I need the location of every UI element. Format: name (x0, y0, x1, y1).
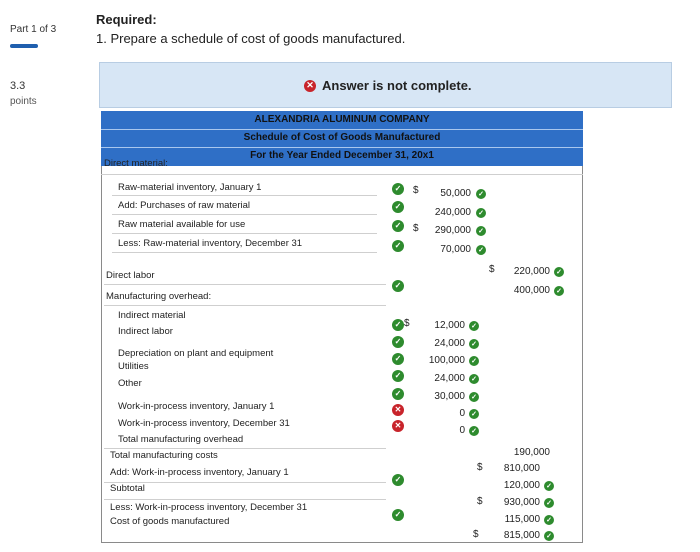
incorrect-x-icon: ✕ (392, 404, 404, 416)
correct-check-icon: ✓ (469, 409, 479, 419)
dollar-sign: $ (413, 185, 419, 196)
score-value: 3.3 (10, 80, 26, 92)
dollar-sign: $ (489, 264, 495, 275)
correct-check-icon: ✓ (392, 220, 404, 232)
correct-check-icon: ✓ (476, 208, 486, 218)
correct-check-icon: ✓ (392, 474, 404, 486)
correct-check-icon: ✓ (392, 336, 404, 348)
subtotal-label[interactable]: Subtotal (110, 483, 145, 494)
indirect-labor-value[interactable]: 24,000 (434, 338, 465, 349)
incorrect-x-icon: ✕ (392, 420, 404, 432)
purchases-value[interactable]: 240,000 (434, 207, 471, 218)
total-manufacturing-costs-label[interactable]: Total manufacturing costs (110, 450, 218, 461)
depreciation-label[interactable]: Depreciation on plant and equipment (118, 348, 274, 359)
correct-check-icon: ✓ (476, 189, 486, 199)
total-manufacturing-costs-value[interactable]: 190,000 (513, 447, 550, 458)
correct-check-icon: ✓ (544, 515, 554, 525)
required-heading: Required: (96, 12, 157, 27)
add-wip-value[interactable]: 120,000 (503, 480, 540, 491)
requirement-instruction: 1. Prepare a schedule of cost of goods manufactured. (96, 31, 406, 46)
correct-check-icon: ✓ (469, 339, 479, 349)
correct-check-icon: ✓ (554, 286, 564, 296)
indirect-labor-label[interactable]: Indirect labor (118, 326, 173, 337)
dollar-sign: $ (404, 318, 410, 329)
indirect-material-label[interactable]: Indirect material (118, 310, 186, 321)
wip-ending-overhead-label[interactable]: Work-in-process inventory, December 31 (118, 418, 290, 429)
correct-check-icon: ✓ (544, 498, 554, 508)
direct-material-total-value[interactable]: 220,000 (513, 266, 550, 277)
direct-material-heading: Direct material: (104, 158, 168, 169)
total-overhead-label[interactable]: Total manufacturing overhead (118, 434, 244, 445)
correct-check-icon: ✓ (469, 374, 479, 384)
other-label[interactable]: Other (118, 378, 142, 389)
correct-check-icon: ✓ (469, 356, 479, 366)
correct-check-icon: ✓ (544, 481, 554, 491)
answer-status-banner (99, 62, 672, 108)
correct-check-icon: ✓ (469, 392, 479, 402)
indirect-material-value[interactable]: 12,000 (434, 320, 465, 331)
wip-beginning-overhead-value[interactable]: 0 (459, 408, 465, 419)
correct-check-icon: ✓ (469, 426, 479, 436)
overhead-heading: Manufacturing overhead: (106, 291, 212, 302)
correct-check-icon: ✓ (554, 267, 564, 277)
schedule-header (101, 111, 583, 166)
correct-check-icon: ✓ (392, 509, 404, 521)
raw-material-ending-value[interactable]: 70,000 (440, 244, 471, 255)
add-wip-label[interactable]: Add: Work-in-process inventory, January 1 (110, 467, 289, 478)
dollar-sign: $ (477, 496, 483, 507)
correct-check-icon: ✓ (392, 201, 404, 213)
x-circle-icon: ✕ (304, 80, 316, 92)
purchases-label[interactable]: Add: Purchases of raw material (118, 200, 251, 211)
less-wip-label[interactable]: Less: Work-in-process inventory, December 31 (110, 502, 308, 513)
correct-check-icon: ✓ (544, 531, 554, 541)
correct-check-icon: ✓ (392, 388, 404, 400)
correct-check-icon: ✓ (476, 226, 486, 236)
correct-check-icon: ✓ (392, 319, 404, 331)
raw-material-beginning-label[interactable]: Raw-material inventory, January 1 (118, 182, 262, 193)
company-name: ALEXANDRIA ALUMINUM COMPANY (254, 114, 430, 125)
add-wip-total-value[interactable]: 810,000 (503, 463, 540, 474)
correct-check-icon: ✓ (469, 321, 479, 331)
correct-check-icon: ✓ (392, 353, 404, 365)
subtotal-value[interactable]: 930,000 (503, 497, 540, 508)
score-points-label: points (10, 96, 37, 107)
available-label[interactable]: Raw material available for use (118, 219, 246, 230)
part-progress-bar (10, 44, 38, 48)
dollar-sign: $ (473, 529, 479, 540)
raw-material-beginning-value[interactable]: 50,000 (440, 188, 471, 199)
wip-beginning-overhead-label[interactable]: Work-in-process inventory, January 1 (118, 401, 275, 412)
available-value[interactable]: 290,000 (434, 225, 471, 236)
answer-status-text: Answer is not complete. (322, 78, 472, 93)
utilities-label[interactable]: Utilities (118, 361, 149, 372)
wip-ending-overhead-value[interactable]: 0 (459, 425, 465, 436)
depreciation-value[interactable]: 100,000 (428, 355, 465, 366)
utilities-value[interactable]: 24,000 (434, 373, 465, 384)
direct-labor-label[interactable]: Direct labor (106, 270, 155, 281)
cogm-label[interactable]: Cost of goods manufactured (110, 516, 230, 527)
less-wip-value[interactable]: 115,000 (504, 514, 540, 525)
schedule-title: Schedule of Cost of Goods Manufactured (243, 132, 441, 143)
schedule-period: For the Year Ended December 31, 20x1 (250, 150, 434, 161)
correct-check-icon: ✓ (392, 370, 404, 382)
correct-check-icon: ✓ (392, 280, 404, 292)
correct-check-icon: ✓ (476, 245, 486, 255)
schedule-panel (101, 111, 583, 543)
dollar-sign: $ (413, 223, 419, 234)
dollar-sign: $ (477, 462, 483, 473)
cogm-value[interactable]: 815,000 (503, 530, 540, 541)
correct-check-icon: ✓ (392, 240, 404, 252)
raw-material-ending-label[interactable]: Less: Raw-material inventory, December 31 (118, 238, 303, 249)
other-value[interactable]: 30,000 (434, 391, 465, 402)
direct-labor-value[interactable]: 400,000 (513, 285, 550, 296)
correct-check-icon: ✓ (392, 183, 404, 195)
part-indicator: Part 1 of 3 (10, 24, 57, 35)
